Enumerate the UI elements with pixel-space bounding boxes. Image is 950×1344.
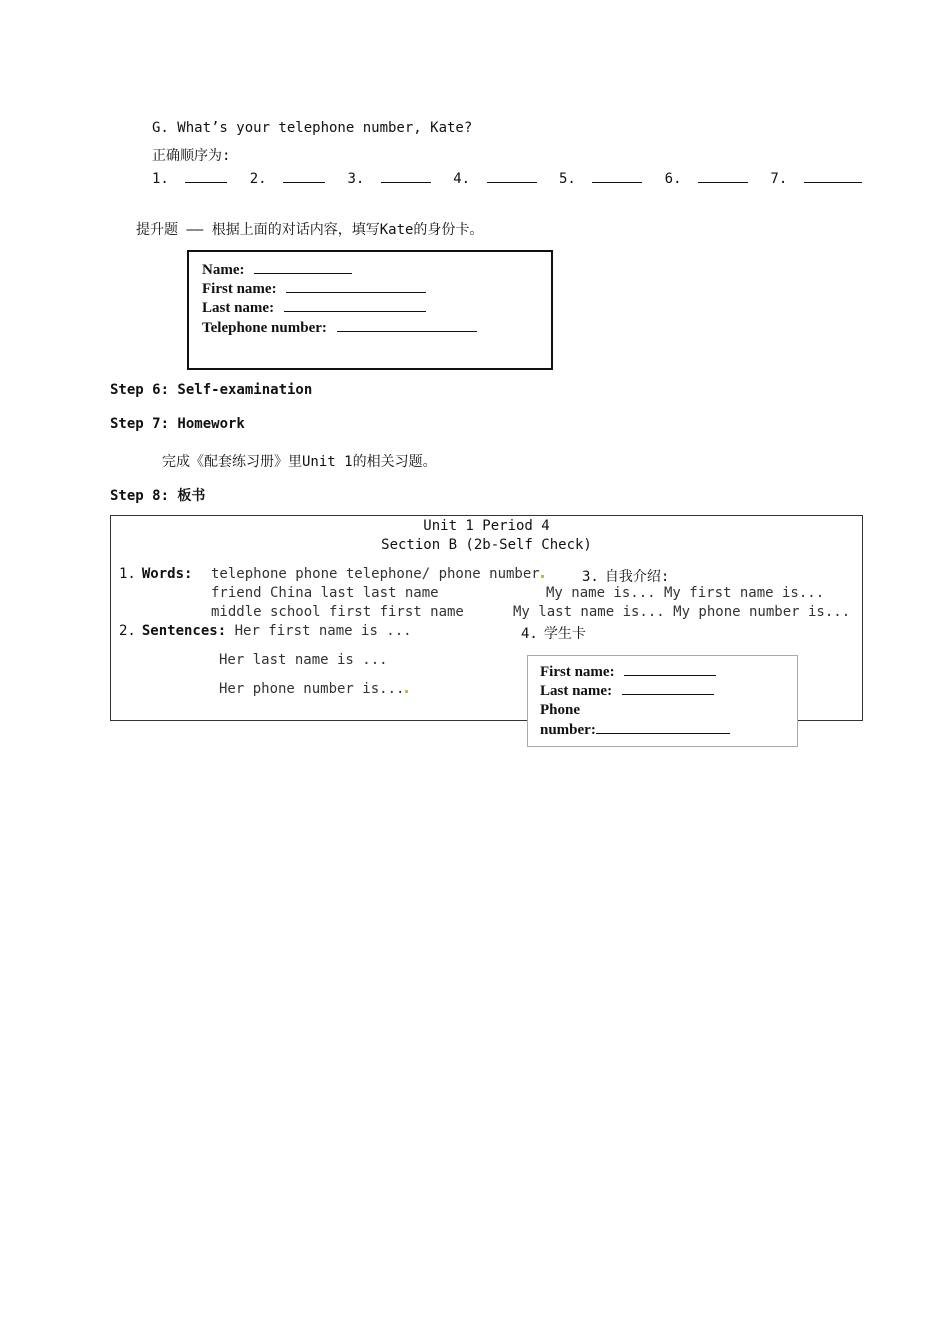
order-blanks-row	[152, 170, 862, 187]
board-sentences-label: Sentences:	[141, 623, 227, 639]
board-words-line-3: middle school first first name	[211, 604, 464, 620]
board-intro-number: 3.	[582, 569, 599, 585]
order-blank-2[interactable]	[283, 170, 325, 183]
board-intro-heading	[582, 566, 669, 586]
board-title: Unit 1 Period 4	[423, 518, 550, 534]
id-card-first-name-label: First name:	[202, 281, 277, 297]
student-card-number-row	[540, 721, 730, 739]
mark-dot	[541, 575, 544, 578]
extension-task: 提升题 —— 根据上面的对话内容，填写Kate的身份卡。	[136, 222, 484, 238]
board-words-number: 1.	[119, 566, 136, 582]
order-number-4: 4.	[453, 171, 471, 187]
order-blank-7[interactable]	[804, 170, 862, 183]
order-blank-4[interactable]	[487, 170, 537, 183]
id-card-last-name-label: Last name:	[202, 300, 275, 316]
student-card-last-name-row	[540, 682, 714, 700]
order-number-2: 2.	[249, 171, 267, 187]
board-card-number: 4.	[521, 626, 538, 642]
student-card-first-name-blank[interactable]	[624, 663, 716, 676]
id-card-first-name-row	[202, 280, 426, 298]
id-card-telephone-row	[202, 319, 477, 337]
student-card-box	[527, 655, 798, 747]
board-words-line-1	[211, 566, 544, 582]
id-card-name-label: Name:	[202, 262, 245, 278]
id-card-name-blank[interactable]	[254, 261, 352, 274]
homework-text: 完成《配套练习册》里Unit 1的相关习题。	[162, 454, 437, 470]
order-number-5: 5.	[558, 171, 576, 187]
board-card-heading	[521, 623, 586, 643]
order-blank-6[interactable]	[698, 170, 748, 183]
order-blank-3[interactable]	[381, 170, 431, 183]
board-sentence-2: Her last name is ...	[219, 652, 388, 668]
student-card-number-blank[interactable]	[596, 721, 730, 734]
board-words-line-1-text: telephone phone telephone/ phone number	[211, 566, 540, 582]
student-card-phone-label: Phone	[540, 702, 581, 718]
board-words-line-2: friend China last last name	[211, 585, 439, 601]
order-number-3: 3.	[347, 171, 365, 187]
board-words-heading	[119, 566, 192, 582]
student-card-first-name-label: First name:	[540, 664, 615, 680]
student-card-last-name-blank[interactable]	[622, 682, 714, 695]
board-sentence-3-row	[219, 681, 408, 697]
step-7-heading: Step 7: Homework	[110, 416, 245, 432]
order-number-7: 7.	[770, 171, 788, 187]
order-label: 正确顺序为:	[152, 148, 231, 164]
board-intro-line-1: My name is... My first name is...	[546, 585, 825, 601]
order-number-1: 1.	[152, 171, 169, 187]
board-subtitle: Section B (2b-Self Check)	[381, 537, 592, 553]
board-intro-line-2: My last name is... My phone number is...	[513, 604, 851, 620]
board-sentences-number: 2.	[119, 623, 136, 639]
board-sentences-heading	[119, 623, 412, 639]
id-card-last-name-row	[202, 299, 426, 317]
id-card-name-row	[202, 261, 352, 279]
id-card-last-name-blank[interactable]	[284, 299, 426, 312]
order-blank-5[interactable]	[592, 170, 642, 183]
question-g: G. What’s your telephone number, Kate?	[152, 120, 473, 136]
student-card-last-name-label: Last name:	[540, 683, 613, 699]
board-sentence-3: Her phone number is...	[219, 681, 405, 697]
id-card-telephone-blank[interactable]	[337, 319, 477, 332]
step-8-heading: Step 8: 板书	[110, 488, 206, 504]
id-card-box	[187, 250, 553, 370]
step-6-heading: Step 6: Self-examination	[110, 382, 313, 398]
board-words-label: Words:	[141, 566, 193, 582]
mark-dot	[405, 690, 408, 693]
id-card-telephone-label: Telephone number:	[202, 320, 327, 336]
order-number-6: 6.	[664, 171, 682, 187]
student-card-number-label: number:	[540, 722, 596, 738]
student-card-first-name-row	[540, 663, 716, 681]
board-sentence-1: Her first name is ...	[234, 623, 412, 639]
order-blank-1[interactable]	[185, 170, 227, 183]
id-card-first-name-blank[interactable]	[286, 280, 426, 293]
board-card-label: 学生卡	[543, 626, 586, 642]
board-intro-label: 自我介绍:	[604, 569, 670, 585]
